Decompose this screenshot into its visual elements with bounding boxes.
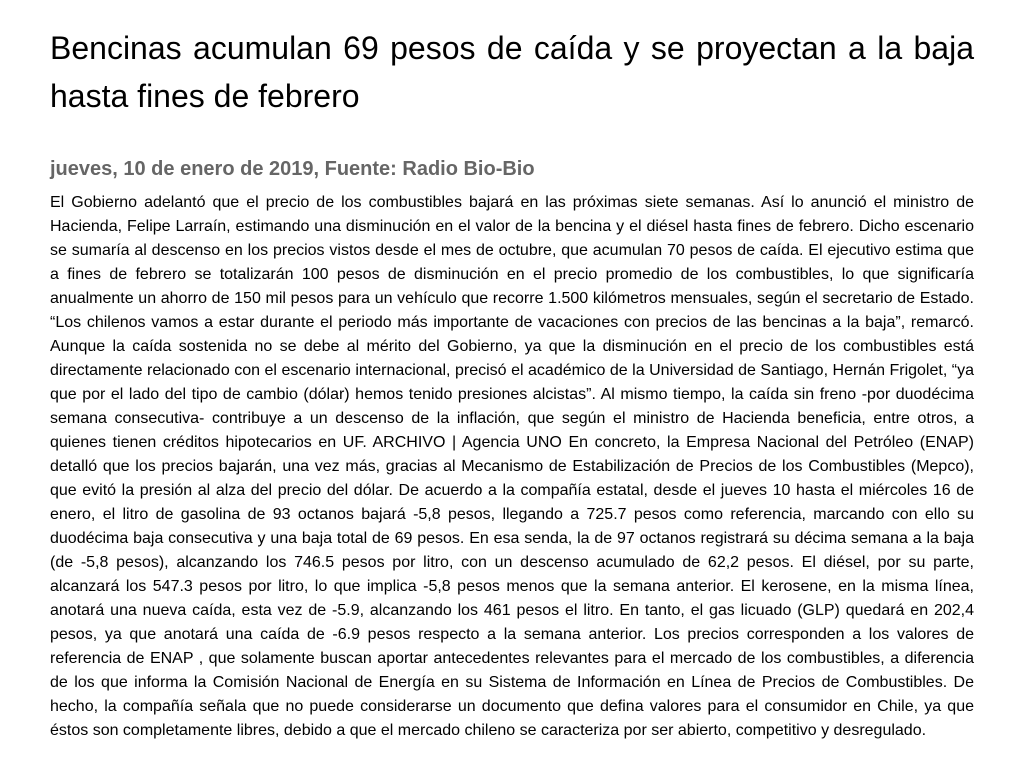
news-article: [50, 24, 974, 743]
article-body: El Gobierno adelantó que el precio de los combustibles bajará en las próximas siete semanas. Así lo anunció el ministro de Hacienda, Felipe Larraín, estimando una disminución en el valor de la bencina y el diésel hasta fines de febrero. Dicho escenario se sumaría al descenso en los precios vistos desde el mes de octubre, que acumulan 70 pesos de caída. El ejecutivo estima que a fines de febrero se totalizarán 100 pesos de disminución en el precio promedio de los combustibles, lo que significaría anualmente un ahorro de 150 mil pesos para un vehículo que recorre 1.500 kilómetros mensuales, según el secretario de Estado. “Los chilenos vamos a estar durante el periodo más importante de vacaciones con precios de las bencinas a la baja”, remarcó. Aunque la caída sostenida no se debe al mérito del Gobierno, ya que la disminución en el precio de los combustibles está directamente relacionado con el escenario internacional, precisó el académico de la Universidad de Santiago, Hernán Frigolet, “ya que por el lado del tipo de cambio (dólar) hemos tenido presiones alcistas”. Al mismo tiempo, la caída sin freno -por duodécima semana consecutiva- contribuye a un descenso de la inflación, que según el ministro de Hacienda beneficia, entre otros, a quienes tienen créditos hipotecarios en UF. ARCHIVO | Agencia UNO En concreto, la Empresa Nacional del Petróleo (ENAP) detalló que los precios bajarán, una vez más, gracias al Mecanismo de Estabilización de Precios de los Combustibles (Mepco), que evitó la presión al alza del precio del dólar. De acuerdo a la compañía estatal, desde el jueves 10 hasta el miércoles 16 de enero, el litro de gasolina de 93 octanos bajará -5,8 pesos, llegando a 725.7 pesos como referencia, marcando con ello su duodécima baja consecutiva y una baja total de 69 pesos. En esa senda, la de 97 octanos registrará su décima semana a la baja (de -5,8 pesos), alcanzando los 746.5 pesos por litro, con un descenso acumulado de 62,2 pesos. El diésel, por su parte, alcanzará los 547.3 pesos por litro, lo que implica -5,8 pesos menos que la semana anterior. El kerosene, en la misma línea, anotará una nueva caída, esta vez de -5.9, alcanzando los 461 pesos el litro. En tanto, el gas licuado (GLP) quedará en 202,4 pesos, ya que anotará una caída de -6.9 pesos respecto a la semana anterior. Los precios corresponden a los valores de referencia de ENAP , que solamente buscan aportar antecedentes relevantes para el mercado de los combustibles, a diferencia de los que informa la Comisión Nacional de Energía en su Sistema de Información en Línea de Precios de Combustibles. De hecho, la compañía señala que no puede considerarse un documento que defina valores para el consumidor en Chile, ya que éstos son completamente libres, debido a que el mercado chileno se caracteriza por ser abierto, competitivo y desregulado.: [50, 194, 974, 739]
article-date-source: jueves, 10 de enero de 2019, Fuente: Radio Bio-Bio: [50, 158, 535, 180]
article-title: Bencinas acumulan 69 pesos de caída y se proyectan a la baja hasta fines de febrero: [50, 30, 974, 114]
